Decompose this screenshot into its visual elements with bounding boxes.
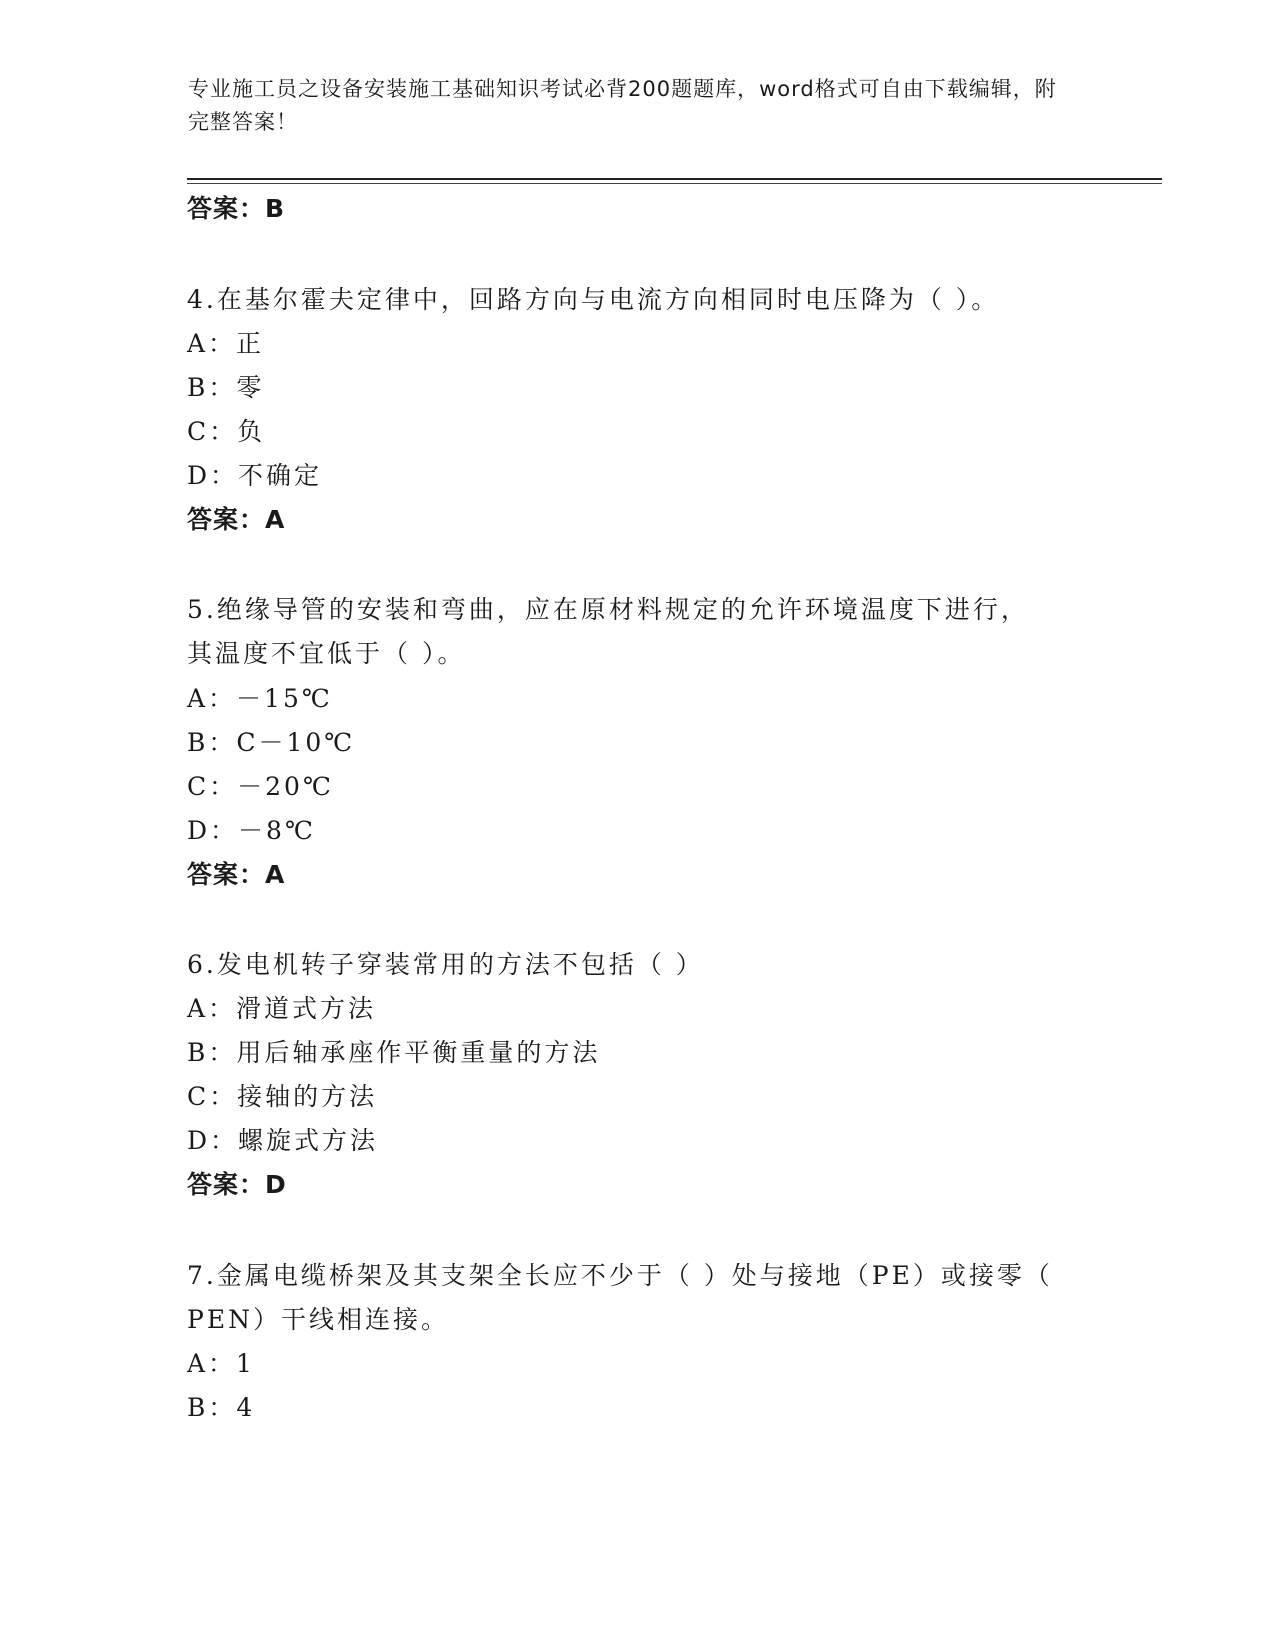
question-5-option-a: A：－15℃	[187, 684, 333, 713]
question-6-stem: 6.发电机转子穿装常用的方法不包括（ ）	[187, 950, 704, 979]
question-4-option-b: B：零	[187, 373, 265, 402]
question-4-option-a: A：正	[187, 329, 265, 358]
question-6-option-c: C：接轴的方法	[187, 1082, 378, 1111]
header-divider-thick	[187, 178, 1162, 180]
question-6-option-a: A：滑道式方法	[187, 994, 377, 1023]
question-7-option-a: A：1	[187, 1349, 255, 1378]
question-4-option-c: C：负	[187, 417, 266, 446]
question-6-option-d: D：螺旋式方法	[187, 1126, 379, 1155]
question-5-option-b: B：C－10℃	[187, 728, 356, 757]
question-4-stem: 4.在基尔霍夫定律中，回路方向与电流方向相同时电压降为（ ）。	[187, 285, 1000, 314]
header-note: 专业施工员之设备安装施工基础知识考试必背200题题库，word格式可自由下载编辑，附完整答案！	[188, 77, 1057, 134]
answer-q4: 答案：A	[187, 505, 286, 534]
question-5-stem-line1: 5.绝缘导管的安装和弯曲，应在原材料规定的允许环境温度下进行，	[187, 595, 1029, 624]
question-5-option-c: C：－20℃	[187, 772, 334, 801]
answer-q6: 答案：D	[187, 1170, 287, 1199]
question-5-option-d: D：－8℃	[187, 816, 316, 845]
question-7-option-b: B：4	[187, 1393, 256, 1422]
question-7-stem-line1: 7.金属电缆桥架及其支架全长应不少于（ ）处与接地（PE）或接零（	[187, 1261, 1053, 1290]
question-7-stem-line2: PEN）干线相连接。	[187, 1305, 449, 1334]
question-5-stem-line2: 其温度不宜低于（ ）。	[187, 639, 466, 668]
question-6-option-b: B：用后轴承座作平衡重量的方法	[187, 1038, 601, 1067]
answer-q5: 答案：A	[187, 860, 286, 889]
answer-q3: 答案：B	[187, 194, 286, 223]
question-4-option-d: D：不确定	[187, 461, 323, 490]
header-divider-thin	[187, 183, 1162, 184]
